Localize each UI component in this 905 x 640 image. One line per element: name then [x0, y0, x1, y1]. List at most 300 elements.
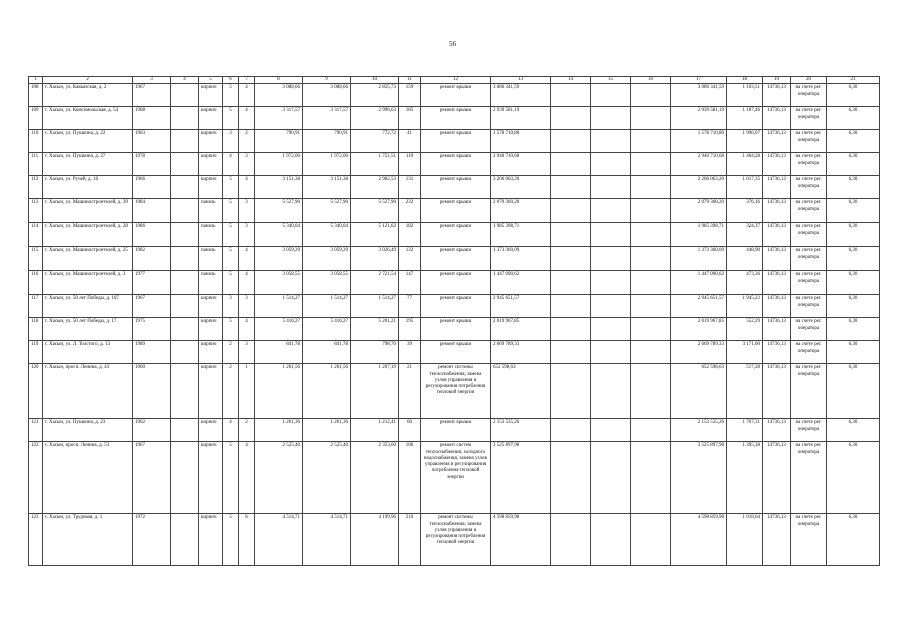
- cell-col-3: 1978: [133, 153, 171, 176]
- cell-col-13: 2 940 710,68: [491, 153, 551, 176]
- cell-col-11: 110: [399, 153, 421, 176]
- cell-col-3: 1975: [133, 318, 171, 341]
- cell-col-20: на счете рег. оператора: [791, 107, 827, 130]
- cell-col-4: [171, 419, 199, 442]
- cell-col-1: 109: [29, 107, 43, 130]
- cell-col-17: 2 939 581,19: [671, 107, 727, 130]
- cell-col-16: [631, 176, 671, 199]
- cell-col-21: 6,30: [827, 295, 880, 318]
- cell-col-3: 1972: [133, 514, 171, 566]
- cell-col-8: 2 525,40: [255, 442, 303, 514]
- cell-col-20: на счете рег. оператора: [791, 199, 827, 223]
- cell-col-6: 5: [223, 223, 239, 247]
- column-number: 7: [239, 77, 255, 84]
- cell-col-21: 6,30: [827, 223, 880, 247]
- cell-col-4: [171, 247, 199, 271]
- cell-col-8: 5 410,27: [255, 318, 303, 341]
- cell-col-19: 14736,13: [763, 442, 791, 514]
- cell-col-1: 120: [29, 364, 43, 419]
- cell-col-18: 1 395,38: [727, 442, 763, 514]
- cell-col-18: 1 996,07: [727, 130, 763, 153]
- cell-col-3: 1967: [133, 295, 171, 318]
- cell-col-15: [591, 107, 631, 130]
- cell-col-11: 210: [399, 514, 421, 566]
- cell-col-19: 14736,13: [763, 318, 791, 341]
- cell-col-4: [171, 341, 199, 364]
- table-row: [29, 341, 880, 364]
- cell-col-9: 3 317,57: [303, 107, 351, 130]
- cell-col-14: [551, 176, 591, 199]
- cell-col-9: 5 340,04: [303, 223, 351, 247]
- cell-col-20: на счете рег. оператора: [791, 153, 827, 176]
- cell-col-8: 3 088,66: [255, 84, 303, 107]
- cell-col-5: кирпич: [199, 295, 223, 318]
- cell-col-7: 4: [239, 442, 255, 514]
- cell-col-5: панель: [199, 223, 223, 247]
- table-row: [29, 442, 880, 514]
- cell-col-12: ремонт крыши: [421, 199, 491, 223]
- cell-col-5: кирпич: [199, 84, 223, 107]
- column-number: 10: [351, 77, 399, 84]
- cell-col-2: г. Хасын, ул. Пушкина, д. 23: [43, 419, 133, 442]
- cell-col-10: 5 121,62: [351, 223, 399, 247]
- cell-col-6: 2: [223, 364, 239, 419]
- cell-col-5: кирпич: [199, 419, 223, 442]
- cell-col-16: [631, 271, 671, 295]
- cell-col-16: [631, 419, 671, 442]
- cell-col-16: [631, 318, 671, 341]
- cell-col-8: 1 514,27: [255, 295, 303, 318]
- cell-col-2: г. Хасын, ул. Ручей, д. 10: [43, 176, 133, 199]
- cell-col-2: г. Хасын, ул. Кавказская, д. 2: [43, 84, 133, 107]
- cell-col-3: 1984: [133, 199, 171, 223]
- cell-col-11: 41: [399, 130, 421, 153]
- cell-col-14: [551, 223, 591, 247]
- cell-col-17: 2 079 360,20: [671, 199, 727, 223]
- cell-col-16: [631, 130, 671, 153]
- cell-col-11: 131: [399, 176, 421, 199]
- cell-col-6: 5: [223, 318, 239, 341]
- column-number: 9: [303, 77, 351, 84]
- cell-col-9: 3 058,55: [303, 271, 351, 295]
- cell-col-19: 14736,13: [763, 176, 791, 199]
- cell-col-17: 2 153 535,26: [671, 419, 727, 442]
- cell-col-1: 108: [29, 84, 43, 107]
- cell-col-3: 1967: [133, 442, 171, 514]
- cell-col-7: 3: [239, 153, 255, 176]
- cell-col-21: 6,30: [827, 271, 880, 295]
- cell-col-20: на счете рег. оператора: [791, 84, 827, 107]
- cell-col-13: 1 578 710,80: [491, 130, 551, 153]
- cell-col-15: [591, 364, 631, 419]
- cell-col-14: [551, 514, 591, 566]
- cell-col-1: 121: [29, 419, 43, 442]
- cell-col-8: 1 972,00: [255, 153, 303, 176]
- cell-col-4: [171, 84, 199, 107]
- cell-col-12: ремонт крыши: [421, 318, 491, 341]
- table-row: [29, 419, 880, 442]
- cell-col-2: г. Хасын, ул. Трудовая, д. 1: [43, 514, 133, 566]
- cell-col-10: 772,72: [351, 130, 399, 153]
- cell-col-13: 3 206 063,20: [491, 176, 551, 199]
- cell-col-5: кирпич: [199, 364, 223, 419]
- column-number: 3: [133, 77, 171, 84]
- cell-col-16: [631, 223, 671, 247]
- cell-col-13: 2 079 360,20: [491, 199, 551, 223]
- cell-col-17: 1 985 398,71: [671, 223, 727, 247]
- cell-col-14: [551, 442, 591, 514]
- cell-col-9: 1 972,00: [303, 153, 351, 176]
- cell-col-18: 376,16: [727, 199, 763, 223]
- cell-col-5: кирпич: [199, 107, 223, 130]
- cell-col-17: 4 598 859,98: [671, 514, 727, 566]
- cell-col-18: 1 707,31: [727, 419, 763, 442]
- cell-col-10: 2 353,60: [351, 442, 399, 514]
- cell-col-9: 1 514,27: [303, 295, 351, 318]
- cell-col-18: 448,90: [727, 247, 763, 271]
- cell-col-9: 790,91: [303, 130, 351, 153]
- cell-col-21: 6,30: [827, 107, 880, 130]
- cell-col-18: 1 464,28: [727, 153, 763, 176]
- cell-col-1: 116: [29, 271, 43, 295]
- table-row: [29, 514, 880, 566]
- cell-col-4: [171, 295, 199, 318]
- cell-col-15: [591, 199, 631, 223]
- cell-col-11: 147: [399, 271, 421, 295]
- cell-col-20: на счете рег. оператора: [791, 419, 827, 442]
- cell-col-7: 4: [239, 176, 255, 199]
- cell-col-2: г. Хасын, ул. Пушкина, д. 22: [43, 130, 133, 153]
- cell-col-20: на счете рег. оператора: [791, 295, 827, 318]
- cell-col-6: 2: [223, 341, 239, 364]
- cell-col-13: 2 019 967,85: [491, 318, 551, 341]
- cell-col-6: 3: [223, 295, 239, 318]
- cell-col-5: кирпич: [199, 442, 223, 514]
- cell-col-21: 6,30: [827, 419, 880, 442]
- cell-col-10: 2 855,73: [351, 84, 399, 107]
- cell-col-11: 77: [399, 295, 421, 318]
- cell-col-18: 552,29: [727, 318, 763, 341]
- table-row: [29, 295, 880, 318]
- cell-col-19: 14736,13: [763, 271, 791, 295]
- cell-col-21: 6,30: [827, 199, 880, 223]
- cell-col-17: 2 019 967,85: [671, 318, 727, 341]
- cell-col-10: 798,70: [351, 341, 399, 364]
- cell-col-6: 4: [223, 153, 239, 176]
- cell-col-20: на счете рег. оператора: [791, 341, 827, 364]
- cell-col-8: 841,78: [255, 341, 303, 364]
- cell-col-17: 2 945 651,57: [671, 295, 727, 318]
- cell-col-14: [551, 364, 591, 419]
- cell-col-2: г. Хасын, ул. Комсомольская, д. 54: [43, 107, 133, 130]
- cell-col-10: 1 751,51: [351, 153, 399, 176]
- cell-col-17: 3 525 897,98: [671, 442, 727, 514]
- cell-col-2: г. Хасын, ул. Пушкина, д. 27: [43, 153, 133, 176]
- cell-col-20: на счете рег. оператора: [791, 318, 827, 341]
- cell-col-13: 3 086 341,59: [491, 84, 551, 107]
- cell-col-10: 3 026,49: [351, 247, 399, 271]
- cell-col-21: 6,30: [827, 514, 880, 566]
- cell-col-10: 1 212,41: [351, 419, 399, 442]
- cell-col-16: [631, 341, 671, 364]
- cell-col-12: ремонт крыши: [421, 84, 491, 107]
- cell-col-19: 14736,13: [763, 153, 791, 176]
- page-number: 56: [449, 40, 456, 48]
- cell-col-1: 118: [29, 318, 43, 341]
- cell-col-4: [171, 364, 199, 419]
- table-row: [29, 199, 880, 223]
- cell-col-19: 14736,13: [763, 130, 791, 153]
- cell-col-2: г. Хасын, ул. 50 лет Победы, д. 107: [43, 295, 133, 318]
- cell-col-13: 2 153 535,26: [491, 419, 551, 442]
- cell-col-2: г. Хасын, ул. Машиностроителей, д. 28: [43, 223, 133, 247]
- cell-col-12: ремонт крыши: [421, 295, 491, 318]
- cell-col-16: [631, 107, 671, 130]
- cell-col-12: ремонт крыши: [421, 107, 491, 130]
- cell-col-5: кирпич: [199, 153, 223, 176]
- cell-col-13: 1 447 090,62: [491, 271, 551, 295]
- cell-col-9: 3 151,38: [303, 176, 351, 199]
- cell-col-16: [631, 295, 671, 318]
- cell-col-14: [551, 271, 591, 295]
- cell-col-5: кирпич: [199, 176, 223, 199]
- cell-col-20: на счете рег. оператора: [791, 247, 827, 271]
- cell-col-6: 5: [223, 247, 239, 271]
- cell-col-17: 2 940 710,68: [671, 153, 727, 176]
- cell-col-5: панель: [199, 199, 223, 223]
- cell-col-15: [591, 514, 631, 566]
- column-number: 18: [727, 77, 763, 84]
- cell-col-8: 790,91: [255, 130, 303, 153]
- cell-col-2: г. Хасын, ул. Машиностроителей, д. 3: [43, 271, 133, 295]
- cell-col-17: 1 447 090,62: [671, 271, 727, 295]
- cell-col-1: 117: [29, 295, 43, 318]
- cell-col-18: 1 103,51: [727, 84, 763, 107]
- table-row: [29, 364, 880, 419]
- cell-col-8: 4 514,71: [255, 514, 303, 566]
- cell-col-7: 4: [239, 84, 255, 107]
- cell-col-9: 1 261,56: [303, 364, 351, 419]
- table-row: [29, 130, 880, 153]
- column-number: 5: [199, 77, 223, 84]
- cell-col-4: [171, 271, 199, 295]
- cell-col-12: ремонт крыши: [421, 247, 491, 271]
- cell-col-1: 123: [29, 514, 43, 566]
- cell-col-16: [631, 199, 671, 223]
- cell-col-4: [171, 199, 199, 223]
- cell-col-9: 3 059,29: [303, 247, 351, 271]
- column-number: 6: [223, 77, 239, 84]
- cell-col-19: 14736,13: [763, 107, 791, 130]
- cell-col-8: 3 058,55: [255, 271, 303, 295]
- cell-col-1: 112: [29, 176, 43, 199]
- cell-col-5: кирпич: [199, 341, 223, 364]
- cell-col-19: 14736,13: [763, 223, 791, 247]
- cell-col-9: 2 525,40: [303, 442, 351, 514]
- cell-col-3: 1982: [133, 247, 171, 271]
- cell-col-2: г. Хасын, ул. Машиностроителей, д. 25: [43, 247, 133, 271]
- cell-col-4: [171, 514, 199, 566]
- cell-col-6: 5: [223, 271, 239, 295]
- cell-col-10: 5 527,90: [351, 199, 399, 223]
- column-number-row: [29, 77, 880, 84]
- cell-col-17: 3 206 063,20: [671, 176, 727, 199]
- cell-col-7: 6: [239, 514, 255, 566]
- cell-col-4: [171, 442, 199, 514]
- cell-col-10: 2 996,63: [351, 107, 399, 130]
- cell-col-21: 6,30: [827, 442, 880, 514]
- cell-col-12: ремонт системы теплоснабжения, замена узлов управления и регулирования потребления тепловой энергии: [421, 514, 491, 566]
- cell-col-14: [551, 130, 591, 153]
- cell-col-17: 652 598,63: [671, 364, 727, 419]
- cell-col-6: 5: [223, 107, 239, 130]
- cell-col-2: г. Хасын, просп. Ленина, д. 43: [43, 364, 133, 419]
- column-number: 17: [671, 77, 727, 84]
- cell-col-14: [551, 199, 591, 223]
- cell-col-7: 3: [239, 199, 255, 223]
- column-number: 21: [827, 77, 880, 84]
- cell-col-12: ремонт крыши: [421, 176, 491, 199]
- cell-col-20: на счете рег. оператора: [791, 514, 827, 566]
- column-number: 4: [171, 77, 199, 84]
- cell-col-14: [551, 341, 591, 364]
- cell-col-11: 39: [399, 341, 421, 364]
- cell-col-15: [591, 84, 631, 107]
- cell-col-6: 4: [223, 419, 239, 442]
- cell-col-20: на счете рег. оператора: [791, 442, 827, 514]
- cell-col-10: 1 514,27: [351, 295, 399, 318]
- cell-col-14: [551, 295, 591, 318]
- cell-col-8: 3 151,38: [255, 176, 303, 199]
- cell-col-13: 652 598,63: [491, 364, 551, 419]
- cell-col-19: 14736,13: [763, 247, 791, 271]
- cell-col-6: 5: [223, 84, 239, 107]
- cell-col-10: 4 199,96: [351, 514, 399, 566]
- cell-col-6: 5: [223, 176, 239, 199]
- cell-col-14: [551, 318, 591, 341]
- cell-col-6: 5: [223, 199, 239, 223]
- column-number: 11: [399, 77, 421, 84]
- cell-col-10: 5 201,21: [351, 318, 399, 341]
- cell-col-15: [591, 442, 631, 514]
- cell-col-7: 1: [239, 364, 255, 419]
- cell-col-9: 5 410,27: [303, 318, 351, 341]
- cell-col-16: [631, 84, 671, 107]
- cell-col-19: 14736,13: [763, 364, 791, 419]
- cell-col-18: 473,36: [727, 271, 763, 295]
- cell-col-7: 3: [239, 223, 255, 247]
- cell-col-17: 3 086 341,59: [671, 84, 727, 107]
- cell-col-1: 119: [29, 341, 43, 364]
- cell-col-7: 3: [239, 341, 255, 364]
- cell-col-4: [171, 223, 199, 247]
- cell-col-1: 110: [29, 130, 43, 153]
- table-row: [29, 247, 880, 271]
- cell-col-14: [551, 419, 591, 442]
- table-row: [29, 153, 880, 176]
- cell-col-7: 4: [239, 107, 255, 130]
- column-number: 15: [591, 77, 631, 84]
- cell-col-5: кирпич: [199, 514, 223, 566]
- cell-col-15: [591, 419, 631, 442]
- cell-col-9: 5 527,90: [303, 199, 351, 223]
- cell-col-5: кирпич: [199, 130, 223, 153]
- cell-col-10: 2 982,53: [351, 176, 399, 199]
- cell-col-11: 21: [399, 364, 421, 419]
- cell-col-5: панель: [199, 247, 223, 271]
- cell-col-9: 841,78: [303, 341, 351, 364]
- cell-col-6: 5: [223, 442, 239, 514]
- column-number: 1: [29, 77, 43, 84]
- cell-col-8: 1 261,36: [255, 419, 303, 442]
- column-number: 14: [551, 77, 591, 84]
- cell-col-11: 132: [399, 247, 421, 271]
- cell-col-4: [171, 107, 199, 130]
- cell-col-3: 1977: [133, 271, 171, 295]
- cell-col-3: 1963: [133, 130, 171, 153]
- cell-col-12: ремонт систем теплоснабжения, холодного водоснабжения, замена узлов управления и регулирования потребления тепловой энергии: [421, 442, 491, 514]
- cell-col-7: 2: [239, 419, 255, 442]
- cell-col-7: 4: [239, 271, 255, 295]
- cell-col-12: ремонт крыши: [421, 419, 491, 442]
- cell-col-19: 14736,13: [763, 341, 791, 364]
- cell-col-19: 14736,13: [763, 84, 791, 107]
- cell-col-18: 1 017,35: [727, 176, 763, 199]
- table-row: [29, 318, 880, 341]
- column-number: 16: [631, 77, 671, 84]
- cell-col-13: 2 939 581,19: [491, 107, 551, 130]
- cell-col-21: 6,30: [827, 84, 880, 107]
- cell-col-21: 6,30: [827, 130, 880, 153]
- cell-col-9: 4 514,71: [303, 514, 351, 566]
- column-number: 8: [255, 77, 303, 84]
- cell-col-18: 3 171,60: [727, 341, 763, 364]
- cell-col-18: 1 945,22: [727, 295, 763, 318]
- cell-col-21: 6,30: [827, 364, 880, 419]
- cell-col-7: 4: [239, 247, 255, 271]
- table-body: [29, 84, 880, 566]
- cell-col-11: 60: [399, 419, 421, 442]
- column-number: 2: [43, 77, 133, 84]
- table-row: [29, 176, 880, 199]
- cell-col-3: 1968: [133, 107, 171, 130]
- cell-col-15: [591, 247, 631, 271]
- cell-col-17: 2 669 789,33: [671, 341, 727, 364]
- cell-col-11: 232: [399, 199, 421, 223]
- cell-col-18: 1 187,46: [727, 107, 763, 130]
- cell-col-2: г. Хасын, просп. Ленина, д. 53: [43, 442, 133, 514]
- cell-col-19: 14736,13: [763, 514, 791, 566]
- cell-col-19: 14736,13: [763, 295, 791, 318]
- cell-col-3: 1989: [133, 341, 171, 364]
- cell-col-2: г. Хасын, ул. Л. Толстого, д. 13: [43, 341, 133, 364]
- cell-col-1: 113: [29, 199, 43, 223]
- cell-col-21: 6,30: [827, 153, 880, 176]
- cell-col-20: на счете рег. оператора: [791, 130, 827, 153]
- cell-col-10: 2 721,54: [351, 271, 399, 295]
- cell-col-11: 182: [399, 223, 421, 247]
- cell-col-1: 115: [29, 247, 43, 271]
- cell-col-5: кирпич: [199, 318, 223, 341]
- cell-col-20: на счете рег. оператора: [791, 176, 827, 199]
- cell-col-16: [631, 514, 671, 566]
- cell-col-15: [591, 295, 631, 318]
- cell-col-12: ремонт крыши: [421, 223, 491, 247]
- cell-col-3: 1986: [133, 223, 171, 247]
- cell-col-8: 3 059,29: [255, 247, 303, 271]
- cell-col-1: 111: [29, 153, 43, 176]
- table-row: [29, 107, 880, 130]
